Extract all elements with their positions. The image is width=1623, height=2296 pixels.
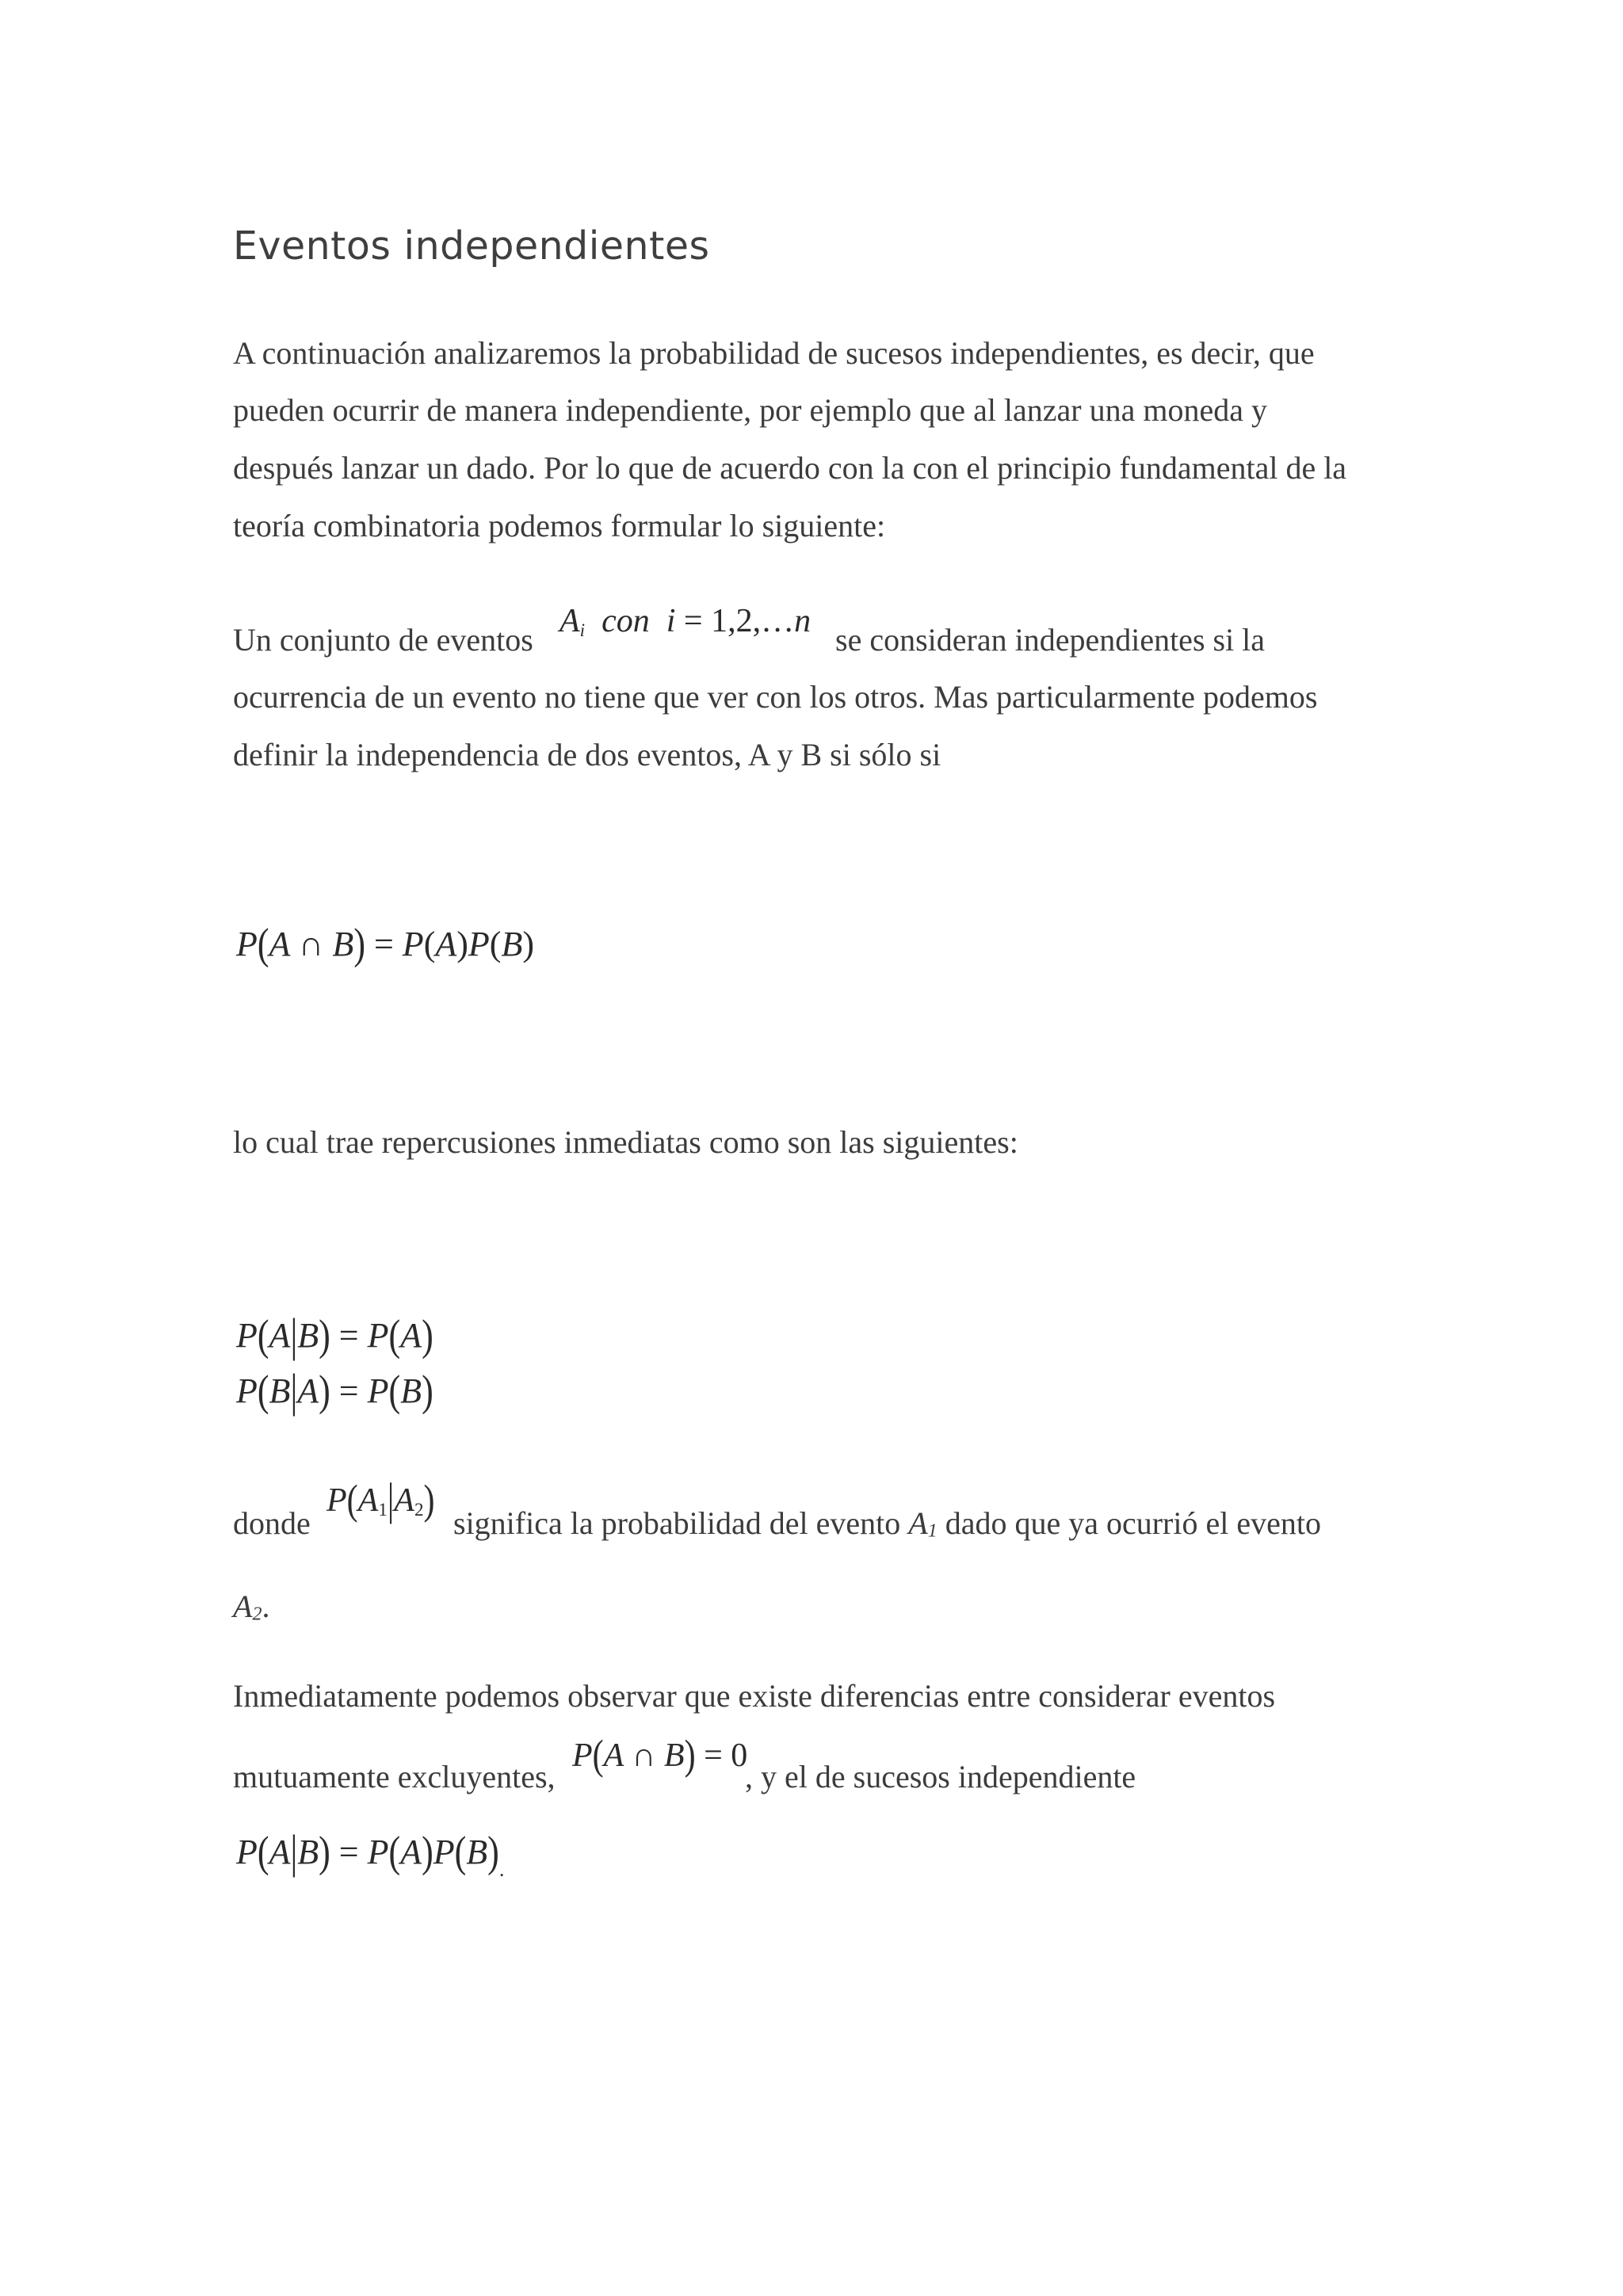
paragraph-4-donde: donde <box>233 1505 311 1541</box>
paragraph-2-line-1-end: se consideran independientes si la <box>835 622 1266 658</box>
paragraph-4-line-1: significa la probabilidad del evento A1 dado que ya ocurrió el evento <box>453 1505 1321 1542</box>
paragraph-1-line-3: después lanzar un dado. Por lo que de acuerdo con la con el principio fundamental de la <box>233 450 1347 486</box>
paragraph-4-line-2: A2. <box>233 1589 270 1625</box>
paragraph-1-line-2: pueden ocurrir de manera independiente, por ejemplo que al lanzar una moneda y <box>233 392 1267 428</box>
paragraph-1-line-4: teoría combinatoria podemos formular lo siguiente: <box>233 508 886 543</box>
paragraph-1-line-1: A continuación analizaremos la probabilidad de sucesos independientes, es decir, que <box>233 335 1315 371</box>
page-title: Eventos independientes <box>233 223 710 269</box>
paragraph-2-line-1-start: Un conjunto de eventos <box>233 622 533 658</box>
independent-events-formula: $P(A|B) = P(A)P(B)_.$ <box>236 1825 505 1881</box>
events-set-formula: Ai con i = 1,2,…n <box>559 603 812 640</box>
paragraph-5-line-1: Inmediatamente podemos observar que existe diferencias entre considerar eventos <box>233 1678 1276 1714</box>
paragraph-5-line-2-start: mutuamente excluyentes, <box>233 1759 556 1794</box>
independence-formula: P(A ∩ B) = P(A)P(B) <box>236 919 534 968</box>
mutually-exclusive-formula: P(A ∩ B) = 0 <box>572 1733 748 1779</box>
conditional-formula-2: P(B|A) = P(B) <box>236 1364 433 1417</box>
paragraph-2-line-2: ocurrencia de un evento no tiene que ver con los otros. Mas particularmente podemos <box>233 679 1318 715</box>
paragraph-3: lo cual trae repercusiones inmediatas como son las siguientes: <box>233 1124 1018 1160</box>
paragraph-2-line-3: definir la independencia de dos eventos, A y B si sólo si <box>233 737 941 772</box>
conditional-formula-1: P(A|B) = P(A) <box>236 1309 433 1362</box>
paragraph-5-line-2-end: , y el de sucesos independiente <box>745 1759 1136 1794</box>
conditional-notation-formula: P(A1|A2) <box>327 1475 435 1526</box>
